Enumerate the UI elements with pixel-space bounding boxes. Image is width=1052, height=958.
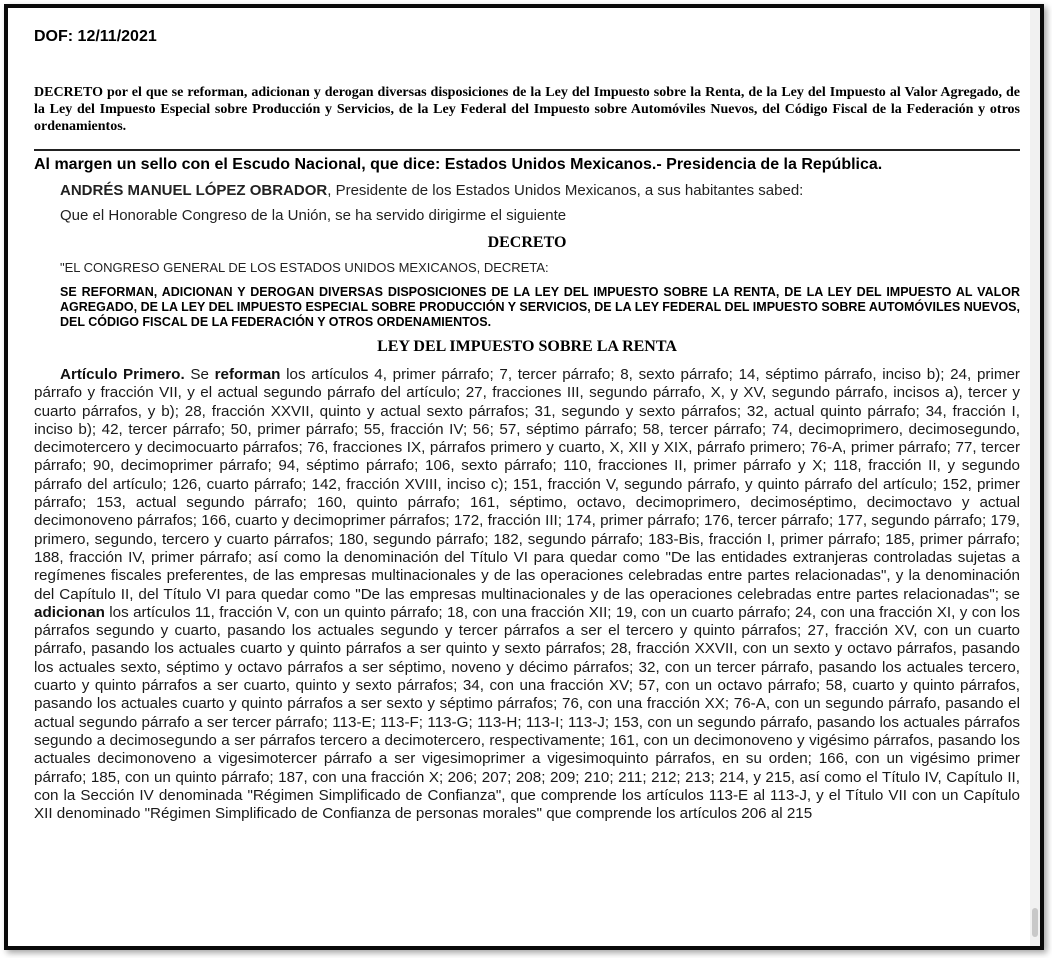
document-page bbox=[34, 8, 1020, 823]
decreto-heading: DECRETO bbox=[487, 234, 567, 251]
document-frame bbox=[4, 4, 1044, 950]
vertical-scrollbar[interactable] bbox=[1030, 8, 1040, 946]
president-text: , Presidente de los Estados Unidos Mexicanos, a sus habitantes sabed: bbox=[327, 182, 804, 199]
president-line bbox=[34, 182, 1020, 199]
reform-caps-paragraph: SE REFORMAN, ADICIONAN Y DEROGAN DIVERSAS DISPOSICIONES DE LA LEY DEL IMPUESTO SOBRE LA RENTA, DE LA LEY DEL IMPUESTO AL VALOR AGREGADO, DE LA LEY DEL IMPUESTO ESPECIAL SOBRE PRODUCCIÓN Y SERVICIOS, DE LA LEY FEDERAL DEL IMPUESTO SOBRE AUTOMÓVILES NUEVOS, DEL CÓDIGO FISCAL DE LA FEDERACIÓN Y OTROS ORDENAMIENTOS. bbox=[60, 285, 1020, 329]
law-heading: LEY DEL IMPUESTO SOBRE LA RENTA bbox=[377, 338, 677, 355]
article-label: Artículo Primero. bbox=[60, 366, 185, 383]
president-name: ANDRÉS MANUEL LÓPEZ OBRADOR bbox=[60, 182, 328, 199]
decree-title: DECRETO por el que se reforman, adicionan y derogan diversas disposiciones de la Ley del Impuesto sobre la Renta, de la Ley del Impuesto al Valor Agregado, de la Ley del Impuesto Especial sobre Producción y Servicios, de la Ley Federal del Impuesto sobre Automóviles Nuevos, del Código Fiscal de la Federación y otros ordenamientos. bbox=[34, 85, 1020, 134]
scrollbar-thumb[interactable] bbox=[1032, 908, 1038, 936]
article-paragraph bbox=[34, 366, 1020, 823]
article-text: los artículos 11, fracción V, con un quinto párrafo; 18, con una fracción XII; 19, con un cuarto párrafo; 24, con una fracción XI, y con los párrafos segundo y cuarto, pasando los actuales segundo y tercer párrafos a ser el tercero y quinto párrafos; 27, fracción XV, con un cuarto párrafo, pasando los actuales cuarto y quinto párrafos a ser quinto y sexto párrafos; 28, fracción XXVII, con un sexto y octavo párrafos, pasando los actuales sexto, séptimo y octavo párrafos a ser séptimo, noveno y décimo párrafos; 32, con un tercer párrafo, pasando los actuales tercero, cuarto y quinto párrafos a ser cuarto, quinto y sexto párrafos; 34, con una fracción XV; 57, con un octavo párrafo; 58, cuarto y quinto párrafos, pasando los actuales cuarto y quinto párrafos a ser sexto y séptimo párrafos; 76, con una fracción XX; 76-A, con un segundo párrafo, pasando el actual segundo párrafo a ser tercer párrafo; 113-E; 113-F; 113-G; 113-H; 113-I; 113-J; 153, con un segundo párrafo, pasando los actuales párrafos segundo a decimosegundo a ser párrafos tercero a decimotercero, respectivamente; 161, con un decimonoveno y vigésimo párrafos, pasando los actuales decimonoveno a vigesimotercer párrafo a ser vigesimoprimer a vigesimoquinto párrafos, en su orden; 166, con un vigésimo primer párrafo; 185, con un quinto párrafo; 187, con una fracción X; 206; 207; 208; 209; 210; 211; 212; 213; 214, y 215, así como el Título IV, Capítulo II, con la Sección IV denominada "Régimen Simplificado de Confianza", que comprende los artículos 113-E al 113-J, y el Título VII con un Capítulo XII denominado "Régimen Simplificado de Confianza de personas morales" que comprende los artículos 206 al 215 bbox=[34, 603, 1020, 823]
article-text: Se bbox=[184, 366, 215, 383]
article-text: los artículos 4, primer párrafo; 7, tercer párrafo; 8, sexto párrafo; 14, séptimo párrafo, inciso b); 24, primer párrafo y fracción VII, y el actual segundo párrafo del artículo; 27, fracciones III, segundo párrafo, X, y XV, segundo párrafo, incisos a), tercer y cuarto párrafos, y b); 28, fracción XXVII, quinto y actual sexto párrafos; 31, segundo y sexto párrafos; 32, actual quinto párrafo; 34, fracción I, inciso b); 42, tercer párrafo; 50, primer párrafo; 55, fracción IV; 56; 57, séptimo párrafo; 58, tercer párrafo; 74, decimoprimero, decimosegundo, decimotercero y decimocuarto párrafos; 76, fracciones IX, párrafos primero y cuarto, X, XII y XIX, párrafo primero; 76-A, primer párrafo; 77, tercer párrafo; 90, decimoprimer párrafo; 94, séptimo párrafo; 106, sexto párrafo; 110, fracciones II, primer párrafo y X; 118, fracción II, y segundo párrafo del artículo; 126, cuarto párrafo; 142, fracción XVIII, inciso c); 151, fracción V, segundo párrafo, y quinto párrafo del artículo; 152, primer párrafo; 153, actual segundo párrafo; 160, quinto párrafo; 161, séptimo, octavo, decimoprimero, decimoséptimo, decimoctavo y actual decimonoveno párrafos; 166, cuarto y decimoprimer párrafos; 172, fracción III; 174, primer párrafo; 176, tercer párrafo; 177, segundo párrafo; 179, primero, segundo, tercero y cuarto párrafos; 180, segundo párrafo; 182, segundo párrafo; 183-Bis, fracción I, primer párrafo; 185, primer párrafo; 188, fracción IV, primer párrafo; así como la denominación del Título VI para quedar como "De las entidades extranjeras controladas sujetas a regímenes fiscales preferentes, de las empresas multinacionales y de las operaciones celebradas entre partes relacionadas", y la denominación del Capítulo II, del Título VI para quedar como "De las empresas multinacionales y de las operaciones celebradas entre partes relacionadas"; se bbox=[34, 366, 1020, 603]
seal-note: Al margen un sello con el Escudo Nacional, que dice: Estados Unidos Mexicanos.- Presidencia de la República. bbox=[34, 156, 883, 173]
divider bbox=[34, 149, 1020, 151]
keyword-reforman: reforman bbox=[214, 366, 281, 383]
congress-line: Que el Honorable Congreso de la Unión, se ha servido dirigirme el siguiente bbox=[60, 207, 567, 224]
dof-date: DOF: 12/11/2021 bbox=[34, 28, 157, 45]
congreso-decreta: "EL CONGRESO GENERAL DE LOS ESTADOS UNIDOS MEXICANOS, DECRETA: bbox=[60, 260, 549, 275]
keyword-adicionan: adicionan bbox=[34, 603, 105, 621]
